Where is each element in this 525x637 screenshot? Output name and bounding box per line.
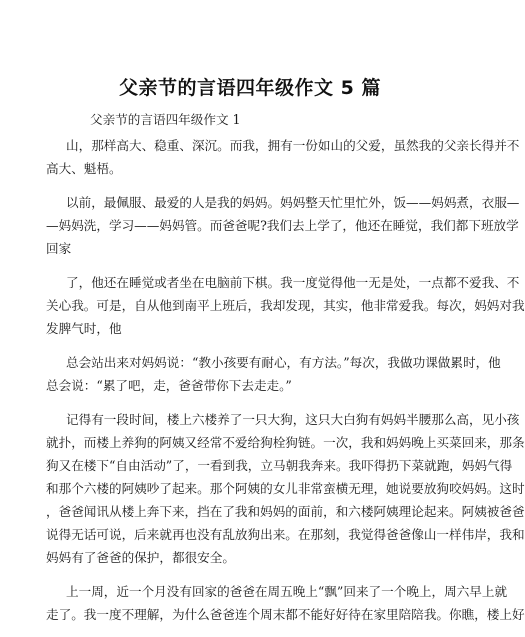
paragraph-line: —妈妈洗，学习——妈妈管。而爸爸呢?我们去上学了，他还在睡觉，我们都下班放学: [46, 218, 519, 233]
paragraph-line: 说得无话可说，后来就再也没有乱放狗出来。在那刻，我觉得爸爸像山一样伟岸，我和: [46, 527, 525, 542]
paragraph: [46, 134, 520, 180]
paragraph-line: 记得有一段时间，楼上六楼养了一只大狗，这只大白狗有妈妈半腰那么高，见小孩: [66, 412, 520, 427]
paragraph-line: 总会站出来对妈妈说：“教小孩要有耐心，有方法。”每次，我做功课做累时，他: [66, 355, 501, 370]
paragraph-line: 了，他还在睡觉或者坐在电脑前下棋。我一度觉得他一无是处，一点都不爱我、不: [66, 275, 520, 290]
paragraph: [46, 580, 525, 626]
paragraph-line: 狗又在楼下“自由活动”了，一看到我，立马朝我奔来。我吓得扔下菜就跑，妈妈气得: [46, 458, 513, 473]
section-subtitle: 父亲节的言语四年级作文 1: [90, 112, 241, 127]
paragraph-line: 山，那样高大、稳重、深沉。而我，拥有一份如山的父爱，虽然我的父亲长得并不: [66, 138, 520, 153]
paragraph-line: 以前，最佩服、最爱的人是我的妈妈。妈妈整天忙里忙外，饭——妈妈煮，衣服—: [66, 195, 520, 210]
paragraph-line: 就扑，而楼上养狗的阿姨又经常不爱给狗栓狗链。一次，我和妈妈晚上买菜回来，那条: [46, 435, 525, 450]
paragraph-line: ，爸爸闻讯从楼上奔下来，挡在了我和妈妈的面前，和六楼阿姨理论起来。阿姨被爸爸: [46, 504, 525, 519]
paragraph: [46, 191, 520, 260]
document-body: [46, 108, 525, 637]
paragraph-line: 和那个六楼的阿姨吵了起来。那个阿姨的女儿非常蛮横无理，她说要放狗咬妈妈。这时: [46, 481, 525, 496]
paragraph-line: 关心我。可是，自从他到南平上班后，我却发现，其实，他非常爱我。每次，妈妈对我: [46, 298, 525, 313]
paragraph-line: 发脾气时，他: [46, 321, 122, 336]
paragraph: [46, 271, 525, 340]
paragraph-line: 高大、魁梧。: [46, 161, 122, 176]
paragraph: [46, 408, 525, 569]
paragraph-line: 总会说：“累了吧，走，爸爸带你下去走走。”: [46, 378, 292, 393]
paragraph-line: 上一周，近一个月没有回家的爸爸在周五晚上“飘”回来了一个晚上，周六早上就: [66, 584, 508, 599]
paragraph-line: 回家: [46, 241, 72, 256]
paragraph-line: 妈妈有了爸爸的保护，都很安全。: [46, 550, 235, 565]
paragraph-line: 走了。我一度不理解，为什么爸爸连个周末都不能好好待在家里陪陪我。你瞧，楼上好: [46, 607, 525, 622]
paragraph: [46, 351, 501, 397]
document-title: 父亲节的言语四年级作文 5 篇: [119, 77, 381, 99]
